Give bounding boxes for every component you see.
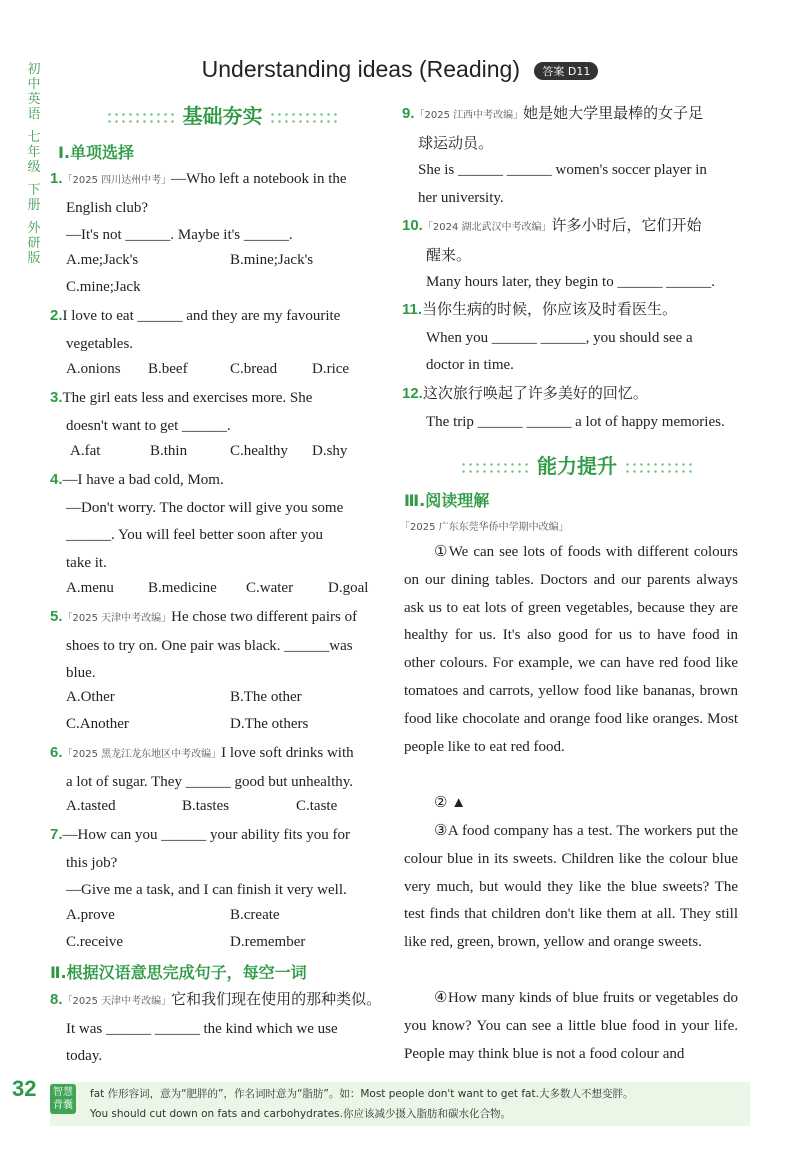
q2-option-a: A.onions bbox=[66, 361, 121, 377]
q9-source: 「2025 江西中考改编」 bbox=[414, 110, 524, 121]
page-number: 32 bbox=[12, 1076, 37, 1101]
q4-option-a: A.menu bbox=[66, 580, 114, 596]
q6-option-c: C.taste bbox=[296, 798, 338, 814]
banner-basic-text: 基础夯实 bbox=[182, 104, 263, 128]
q10-chinese2: 醒来。 bbox=[426, 245, 472, 264]
reading-paragraph-4: ④How many kinds of blue fruits or vegetables do you know? You can see a little blue food in your life. People may think blue is not a food colour and bbox=[404, 990, 738, 1062]
q5-option-d: D.The others bbox=[230, 716, 309, 732]
q7-text2: this job? bbox=[66, 854, 118, 871]
q4-text2: —Don't worry. The doctor will give you some bbox=[66, 499, 344, 516]
q3-number: 3. bbox=[50, 389, 63, 406]
q6-number: 6. bbox=[50, 744, 63, 761]
question-5 bbox=[50, 603, 386, 688]
q3-option-a: A.fat bbox=[70, 443, 101, 459]
question-3 bbox=[50, 384, 386, 440]
question-10 bbox=[402, 212, 742, 297]
q1-text3: —It's not ______. Maybe it's ______. bbox=[66, 227, 293, 243]
question-4 bbox=[50, 466, 386, 577]
section-translation: Ⅱ.根据汉语意思完成句子，每空一词 bbox=[50, 963, 307, 982]
dots-decoration bbox=[624, 461, 694, 475]
q6-option-a: A.tasted bbox=[66, 798, 116, 814]
q5-number: 5. bbox=[50, 608, 63, 625]
q4-text4: take it. bbox=[66, 554, 107, 571]
q3-option-b: B.thin bbox=[150, 443, 188, 459]
q11-text: When you ______ ______, you should see a bbox=[426, 329, 693, 346]
q5-text3: blue. bbox=[66, 665, 96, 681]
q7-text3: —Give me a task, and I can finish it very well. bbox=[66, 882, 347, 898]
question-2 bbox=[50, 302, 386, 358]
q7-option-d: D.remember bbox=[230, 934, 306, 950]
dots-decoration bbox=[269, 111, 339, 125]
tip-line-1: fat 作形容词，意为“肥胖的”，作名词时意为“脂肪”。如：Most people don't want to get fat.大多数人不想变胖。 bbox=[90, 1088, 634, 1100]
section-reading: Ⅲ.阅读理解 bbox=[404, 491, 490, 510]
question-11 bbox=[402, 296, 742, 380]
q7-option-b: B.create bbox=[230, 907, 280, 923]
q5-option-a: A.Other bbox=[66, 689, 115, 705]
q9-number: 9. bbox=[402, 105, 415, 122]
question-8 bbox=[50, 986, 386, 1071]
q6-text: I love soft drinks with bbox=[221, 745, 354, 761]
q4-text3: ______. You will feel better soon after you bbox=[66, 527, 324, 543]
q2-text: I love to eat ______ and they are my favourite bbox=[62, 308, 341, 324]
page-title bbox=[0, 56, 800, 83]
q7-number: 7. bbox=[50, 826, 63, 843]
q9-text: She is ______ ______ women's soccer player in bbox=[418, 162, 707, 178]
q1-number: 1. bbox=[50, 170, 63, 187]
side-label-edition: 外研版 bbox=[27, 221, 41, 266]
q7-option-c: C.receive bbox=[66, 934, 124, 950]
q8-chinese: 它和我们现在使用的那种类似。 bbox=[171, 990, 382, 1008]
q3-option-c: C.healthy bbox=[230, 443, 288, 459]
q3-text: The girl eats less and exercises more. She bbox=[62, 390, 313, 406]
q1-option-b: B.mine;Jack's bbox=[230, 252, 314, 268]
q4-option-c: C.water bbox=[246, 580, 294, 596]
q5-option-c: C.Another bbox=[66, 716, 129, 732]
q6-text2: a lot of sugar. They ______ good but unhealthy. bbox=[66, 773, 354, 790]
tip-text bbox=[90, 1084, 745, 1124]
q10-number: 10. bbox=[402, 217, 423, 234]
q3-text2: doesn't want to get ______. bbox=[66, 417, 231, 434]
q4-option-b: B.medicine bbox=[148, 580, 217, 596]
q1-option-c: C.mine;Jack bbox=[66, 279, 141, 295]
tip-line-2: You should cut down on fats and carbohydrates.你应该减少摄入脂肪和碳水化合物。 bbox=[90, 1108, 511, 1120]
q3-option-d: D.shy bbox=[312, 443, 348, 459]
q11-number: 11. bbox=[402, 301, 423, 318]
question-12 bbox=[402, 380, 742, 436]
q1-option-a: A.me;Jack's bbox=[66, 252, 139, 268]
q6-source: 「2025 黑龙江龙东地区中考改编」 bbox=[62, 749, 222, 760]
q1-source: 「2025 四川达州中考」 bbox=[62, 175, 172, 186]
question-6 bbox=[50, 739, 386, 796]
q11-chinese: 当你生病的时候，你应该及时看医生。 bbox=[422, 300, 678, 318]
q8-number: 8. bbox=[50, 991, 63, 1008]
q4-text: —I have a bad cold, Mom. bbox=[62, 472, 224, 488]
q2-option-b: B.beef bbox=[148, 361, 188, 377]
title-text: Understanding ideas (Reading) bbox=[201, 56, 520, 82]
q2-number: 2. bbox=[50, 307, 63, 324]
side-label-subject: 初中英语 bbox=[27, 62, 41, 122]
section-single-choice: Ⅰ.单项选择 bbox=[58, 143, 135, 162]
q10-chinese: 许多小时后，它们开始 bbox=[551, 216, 702, 234]
q10-text: Many hours later, they begin to ______ ______. bbox=[426, 274, 715, 290]
q8-text2: today. bbox=[66, 1048, 103, 1064]
q12-chinese: 这次旅行唤起了许多美好的回忆。 bbox=[422, 384, 648, 402]
banner-basic bbox=[60, 100, 385, 129]
reading-source: 「2025 广东东莞华侨中学期中改编」 bbox=[400, 522, 569, 533]
q4-number: 4. bbox=[50, 471, 63, 488]
q6-option-b: B.tastes bbox=[182, 798, 230, 814]
q5-source: 「2025 天津中考改编」 bbox=[62, 613, 172, 624]
q7-option-a: A.prove bbox=[66, 907, 115, 923]
q9-text2: her university. bbox=[418, 189, 504, 206]
q1-text2: English club? bbox=[66, 199, 149, 216]
q8-source: 「2025 天津中考改编」 bbox=[62, 996, 172, 1007]
q12-text: The trip ______ ______ a lot of happy memories. bbox=[426, 413, 725, 430]
dots-decoration bbox=[460, 461, 530, 475]
q2-option-c: C.bread bbox=[230, 361, 278, 377]
side-label-volume: 下册 bbox=[27, 183, 41, 213]
q11-text2: doctor in time. bbox=[426, 357, 514, 373]
q9-chinese2: 球运动员。 bbox=[418, 133, 494, 152]
q5-text2: shoes to try on. One pair was black. ______was bbox=[66, 637, 353, 654]
reading-paragraph-2: ② ▲ bbox=[434, 795, 467, 811]
q10-source: 「2024 湖北武汉中考改编」 bbox=[422, 222, 552, 233]
q4-option-d: D.goal bbox=[328, 580, 369, 596]
question-1 bbox=[50, 165, 386, 250]
reading-paragraph-3: ③A food company has a test. The workers put the colour blue in its sweets. Children like the colour blue very much, but would they like the blue sweets? The test finds that children don't like them at all. They still like red, green, brown, yellow and orange sweets. bbox=[404, 823, 738, 951]
reading-paragraph-1: ①We can see lots of foods with different colours on our dining tables. Doctors and our parents always ask us to eat lots of green vegetables, because they are healthy for us. It's also good for us to have food in other colours. For example, we can have red food like tomatoes and carrots, yellow food like bananas, brown food like chocolate and orange food like oranges. Most people like to eat red food. bbox=[404, 544, 738, 755]
answer-badge: 答案 D11 bbox=[534, 62, 598, 80]
tip-badge: 智慧背囊 bbox=[50, 1084, 76, 1114]
side-labels bbox=[24, 62, 44, 274]
banner-advanced-text: 能力提升 bbox=[537, 454, 617, 478]
dots-decoration bbox=[106, 111, 176, 125]
banner-advanced bbox=[412, 450, 742, 479]
q8-text: It was ______ ______ the kind which we use bbox=[66, 1020, 338, 1037]
q12-number: 12. bbox=[402, 385, 423, 402]
question-7 bbox=[50, 821, 386, 905]
side-label-grade: 七年级 bbox=[27, 130, 41, 175]
q2-option-d: D.rice bbox=[312, 361, 350, 377]
q2-text2: vegetables. bbox=[66, 335, 134, 352]
q5-text: He chose two different pairs of bbox=[171, 609, 358, 625]
q7-text: —How can you ______ your ability fits you for bbox=[62, 827, 350, 843]
q1-text: —Who left a notebook in the bbox=[171, 171, 347, 187]
q5-option-b: B.The other bbox=[230, 689, 302, 705]
q9-chinese: 她是她大学里最棒的女子足 bbox=[523, 104, 704, 122]
question-9 bbox=[402, 100, 742, 212]
